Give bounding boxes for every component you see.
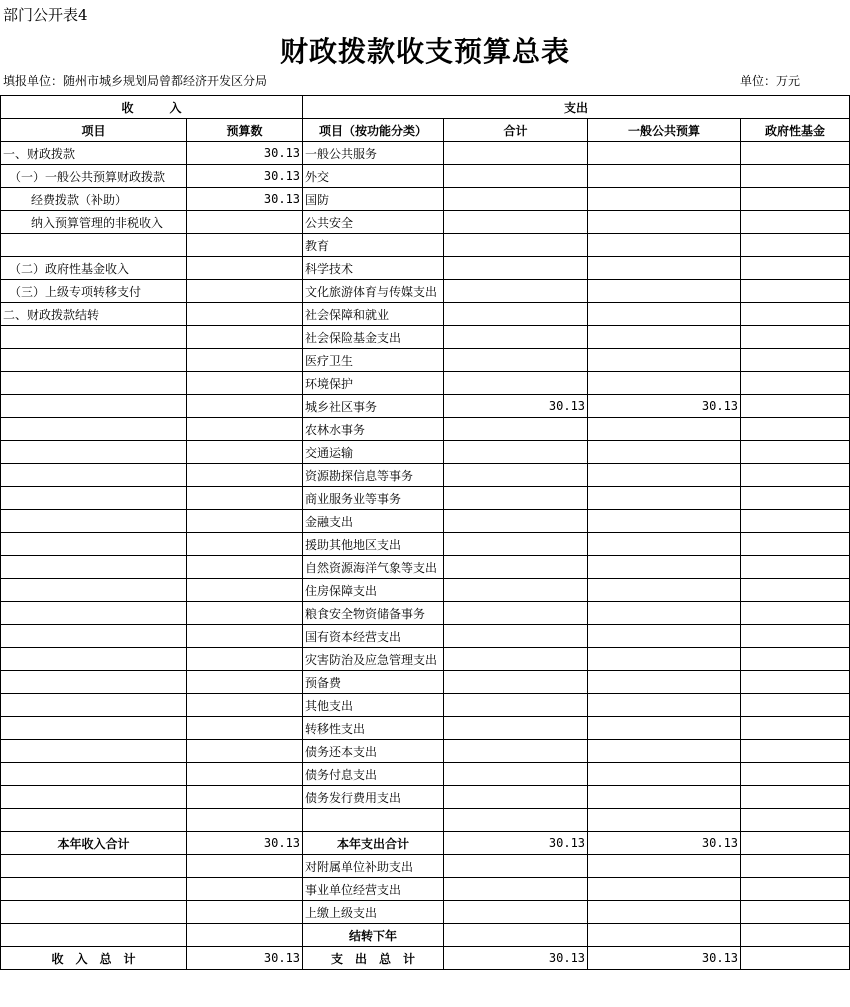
expense-total-cell: [444, 809, 588, 832]
income-item-cell: [1, 464, 187, 487]
table-row: [1, 280, 850, 303]
expense-total-cell: [444, 464, 588, 487]
year-expense-total-value: 30.13: [444, 832, 588, 855]
expense-item-cell: 医疗卫生: [303, 349, 444, 372]
expense-item-cell: 对附属单位补助支出: [303, 855, 444, 878]
table-row: [1, 763, 850, 786]
expense-general-cell: [588, 786, 741, 809]
expense-total-cell: [444, 694, 588, 717]
expense-fund-cell: [741, 625, 850, 648]
expense-general-cell: [588, 533, 741, 556]
expense-fund-cell: [741, 441, 850, 464]
income-item-cell: [1, 855, 187, 878]
income-value-cell: [187, 395, 303, 418]
expense-fund-cell: [741, 464, 850, 487]
income-value-cell: [187, 280, 303, 303]
expense-fund-cell: [741, 395, 850, 418]
expense-item-cell: 国有资本经营支出: [303, 625, 444, 648]
grand-expense-general-value: 30.13: [588, 947, 741, 970]
expense-general-cell: [588, 763, 741, 786]
expense-item-cell: 国防: [303, 188, 444, 211]
income-item-cell: [1, 740, 187, 763]
income-value-cell: [187, 234, 303, 257]
table-row: [1, 303, 850, 326]
expense-total-cell: [444, 487, 588, 510]
expense-total-cell: [444, 717, 588, 740]
expense-fund-cell: [741, 234, 850, 257]
expense-item-cell: 科学技术: [303, 257, 444, 280]
expense-fund-cell: [741, 165, 850, 188]
expense-item-cell: 事业单位经营支出: [303, 878, 444, 901]
year-expense-total-label: 本年支出合计: [303, 832, 444, 855]
expense-total-cell: [444, 763, 588, 786]
expense-header: 支出: [303, 96, 850, 119]
expense-item-cell: 商业服务业等事务: [303, 487, 444, 510]
income-item-cell: [1, 786, 187, 809]
header-row-top: [1, 96, 850, 119]
expense-total-cell: [444, 372, 588, 395]
expense-fund-cell: [741, 763, 850, 786]
expense-total-cell: [444, 142, 588, 165]
col-expense-item: 项目（按功能分类）: [303, 119, 444, 142]
year-income-total-value: 30.13: [187, 832, 303, 855]
expense-item-cell: 公共安全: [303, 211, 444, 234]
expense-general-cell: [588, 510, 741, 533]
expense-total-cell: [444, 740, 588, 763]
income-value-cell: [187, 418, 303, 441]
table-row: [1, 165, 850, 188]
expense-fund-cell: [741, 694, 850, 717]
expense-fund-cell: [741, 372, 850, 395]
income-item-cell: [1, 487, 187, 510]
income-value-cell: [187, 901, 303, 924]
col-total: 合计: [444, 119, 588, 142]
table-row: [1, 395, 850, 418]
expense-total-cell: [444, 418, 588, 441]
income-item-cell: [1, 418, 187, 441]
expense-item-cell: 援助其他地区支出: [303, 533, 444, 556]
table-row: [1, 648, 850, 671]
expense-general-cell: [588, 257, 741, 280]
header-row-columns: [1, 119, 850, 142]
expense-item-cell: 一般公共服务: [303, 142, 444, 165]
table-row: [1, 326, 850, 349]
col-budget-amount: 预算数: [187, 119, 303, 142]
grand-expense-total-value: 30.13: [444, 947, 588, 970]
expense-item-cell: 资源勘探信息等事务: [303, 464, 444, 487]
expense-fund-cell: [741, 326, 850, 349]
grand-income-total-label: 收 入 总 计: [1, 947, 187, 970]
expense-item-cell: 环境保护: [303, 372, 444, 395]
income-item-cell: [1, 326, 187, 349]
income-item-cell: [1, 441, 187, 464]
expense-total-cell: [444, 510, 588, 533]
income-item-cell: [1, 671, 187, 694]
expense-total-cell: [444, 901, 588, 924]
expense-fund-cell: [741, 142, 850, 165]
expense-fund-cell: [741, 303, 850, 326]
expense-general-cell: [588, 901, 741, 924]
income-value-cell: [187, 671, 303, 694]
expense-general-cell: [588, 878, 741, 901]
col-general-public-budget: 一般公共预算: [588, 119, 741, 142]
table-row: [1, 533, 850, 556]
income-item-cell: [1, 901, 187, 924]
income-item-cell: [1, 602, 187, 625]
expense-item-cell: 上缴上级支出: [303, 901, 444, 924]
expense-general-cell: [588, 671, 741, 694]
expense-general-cell: [588, 165, 741, 188]
expense-general-cell: 30.13: [588, 395, 741, 418]
income-item-cell: 二、财政拨款结转: [1, 303, 187, 326]
income-item-cell: [1, 510, 187, 533]
income-value-cell: [187, 717, 303, 740]
expense-general-cell: [588, 441, 741, 464]
expense-general-cell: [588, 418, 741, 441]
table-row: [1, 694, 850, 717]
expense-general-cell: [588, 464, 741, 487]
expense-item-cell: 粮食安全物资储备事务: [303, 602, 444, 625]
expense-fund-cell: [741, 533, 850, 556]
table-row: [1, 855, 850, 878]
expense-general-cell: [588, 234, 741, 257]
expense-general-cell: [588, 855, 741, 878]
table-row: [1, 142, 850, 165]
expense-general-cell: [588, 740, 741, 763]
income-item-cell: 经费拨款（补助）: [1, 188, 187, 211]
income-value-cell: 30.13: [187, 142, 303, 165]
income-header: 收 入: [1, 96, 303, 119]
income-value-cell: [187, 809, 303, 832]
expense-total-cell: [444, 234, 588, 257]
expense-fund-cell: [741, 211, 850, 234]
income-value-cell: [187, 211, 303, 234]
grand-income-total-value: 30.13: [187, 947, 303, 970]
expense-general-cell: [588, 579, 741, 602]
expense-total-cell: [444, 326, 588, 349]
income-value-cell: [187, 257, 303, 280]
income-value-cell: [187, 694, 303, 717]
expense-fund-cell: [741, 717, 850, 740]
expense-total-cell: [444, 878, 588, 901]
income-item-cell: [1, 579, 187, 602]
expense-fund-cell: [741, 579, 850, 602]
table-row: [1, 464, 850, 487]
expense-total-cell: [444, 533, 588, 556]
carry-forward-label: 结转下年: [303, 924, 444, 947]
expense-item-cell: 住房保障支出: [303, 579, 444, 602]
table-row: [1, 487, 850, 510]
income-value-cell: [187, 533, 303, 556]
income-item-cell: [1, 648, 187, 671]
table-number-label: 部门公开表4: [3, 6, 88, 24]
table-row: [1, 786, 850, 809]
income-value-cell: [187, 855, 303, 878]
expense-item-cell: 交通运输: [303, 441, 444, 464]
expense-fund-cell: [741, 740, 850, 763]
expense-item-cell: [303, 809, 444, 832]
expense-fund-cell: [741, 602, 850, 625]
expense-fund-cell: [741, 924, 850, 947]
income-value-cell: [187, 487, 303, 510]
table-row: [1, 740, 850, 763]
expense-total-cell: [444, 602, 588, 625]
expense-item-cell: 自然资源海洋气象等支出: [303, 556, 444, 579]
expense-total-cell: [444, 855, 588, 878]
expense-fund-cell: [741, 188, 850, 211]
income-item-cell: [1, 395, 187, 418]
income-item-cell: 纳入预算管理的非税收入: [1, 211, 187, 234]
expense-item-cell: 债务发行费用支出: [303, 786, 444, 809]
expense-general-cell: [588, 280, 741, 303]
income-item-cell: [1, 533, 187, 556]
grand-expense-fund-value: [741, 947, 850, 970]
income-item-cell: [1, 372, 187, 395]
grand-total-row: [1, 947, 850, 970]
income-item-cell: [1, 809, 187, 832]
expense-general-cell: [588, 625, 741, 648]
income-value-cell: [187, 878, 303, 901]
year-expense-fund-value: [741, 832, 850, 855]
expense-item-cell: 外交: [303, 165, 444, 188]
expense-general-cell: [588, 556, 741, 579]
expense-fund-cell: [741, 418, 850, 441]
expense-item-cell: 农林水事务: [303, 418, 444, 441]
table-row: [1, 901, 850, 924]
income-item-cell: [1, 717, 187, 740]
table-row: [1, 418, 850, 441]
expense-total-cell: [444, 303, 588, 326]
table-row: [1, 556, 850, 579]
expense-fund-cell: [741, 901, 850, 924]
expense-fund-cell: [741, 786, 850, 809]
expense-general-cell: [588, 142, 741, 165]
currency-unit: 单位：万元: [740, 74, 801, 88]
expense-total-cell: [444, 556, 588, 579]
income-item-cell: （三）上级专项转移支付: [1, 280, 187, 303]
expense-fund-cell: [741, 349, 850, 372]
expense-item-cell: 教育: [303, 234, 444, 257]
expense-item-cell: 灾害防治及应急管理支出: [303, 648, 444, 671]
year-total-row: [1, 832, 850, 855]
expense-item-cell: 其他支出: [303, 694, 444, 717]
expense-item-cell: 金融支出: [303, 510, 444, 533]
expense-item-cell: 社会保险基金支出: [303, 326, 444, 349]
year-income-total-label: 本年收入合计: [1, 832, 187, 855]
expense-total-cell: [444, 786, 588, 809]
expense-total-cell: [444, 188, 588, 211]
income-value-cell: [187, 372, 303, 395]
expense-general-cell: [588, 188, 741, 211]
table-row: [1, 234, 850, 257]
expense-fund-cell: [741, 648, 850, 671]
income-item-cell: [1, 234, 187, 257]
year-expense-general-value: 30.13: [588, 832, 741, 855]
expense-general-cell: [588, 602, 741, 625]
table-row: [1, 602, 850, 625]
table-row: [1, 349, 850, 372]
expense-general-cell: [588, 648, 741, 671]
table-row: [1, 257, 850, 280]
filling-unit: 填报单位：随州市城乡规划局曾都经济开发区分局: [3, 74, 268, 88]
expense-fund-cell: [741, 280, 850, 303]
expense-item-cell: 社会保障和就业: [303, 303, 444, 326]
expense-general-cell: [588, 487, 741, 510]
expense-general-cell: [588, 924, 741, 947]
budget-table: [0, 95, 850, 970]
income-item-cell: （二）政府性基金收入: [1, 257, 187, 280]
income-value-cell: [187, 464, 303, 487]
expense-item-cell: 债务还本支出: [303, 740, 444, 763]
expense-general-cell: [588, 717, 741, 740]
expense-general-cell: [588, 372, 741, 395]
table-row: [1, 211, 850, 234]
income-value-cell: [187, 303, 303, 326]
expense-fund-cell: [741, 809, 850, 832]
expense-total-cell: [444, 579, 588, 602]
expense-fund-cell: [741, 878, 850, 901]
expense-general-cell: [588, 694, 741, 717]
table-row: [1, 878, 850, 901]
expense-total-cell: [444, 165, 588, 188]
expense-fund-cell: [741, 556, 850, 579]
income-value-cell: [187, 602, 303, 625]
expense-fund-cell: [741, 510, 850, 533]
expense-total-cell: [444, 671, 588, 694]
table-row: [1, 579, 850, 602]
expense-total-cell: [444, 280, 588, 303]
income-item-cell: [1, 556, 187, 579]
table-row: [1, 441, 850, 464]
expense-fund-cell: [741, 487, 850, 510]
income-item-cell: [1, 878, 187, 901]
table-row: [1, 188, 850, 211]
expense-total-cell: [444, 257, 588, 280]
table-row: [1, 809, 850, 832]
grand-expense-total-label: 支 出 总 计: [303, 947, 444, 970]
income-item-cell: [1, 694, 187, 717]
expense-item-cell: 债务付息支出: [303, 763, 444, 786]
expense-general-cell: [588, 303, 741, 326]
expense-item-cell: 转移性支出: [303, 717, 444, 740]
income-value-cell: [187, 924, 303, 947]
income-item-cell: [1, 763, 187, 786]
income-value-cell: [187, 510, 303, 533]
income-value-cell: [187, 625, 303, 648]
expense-item-cell: 文化旅游体育与传媒支出: [303, 280, 444, 303]
expense-fund-cell: [741, 671, 850, 694]
expense-general-cell: [588, 349, 741, 372]
income-value-cell: [187, 648, 303, 671]
expense-fund-cell: [741, 257, 850, 280]
income-value-cell: [187, 579, 303, 602]
table-row: [1, 671, 850, 694]
expense-item-cell: 预备费: [303, 671, 444, 694]
expense-total-cell: [444, 924, 588, 947]
expense-general-cell: [588, 326, 741, 349]
expense-general-cell: [588, 809, 741, 832]
table-row: [1, 510, 850, 533]
table-row: [1, 625, 850, 648]
page-title: 财政拨款收支预算总表: [279, 35, 570, 68]
income-value-cell: [187, 326, 303, 349]
income-item-cell: 一、财政拨款: [1, 142, 187, 165]
col-income-item: 项目: [1, 119, 187, 142]
carry-forward-row: [1, 924, 850, 947]
expense-total-cell: [444, 349, 588, 372]
income-value-cell: 30.13: [187, 188, 303, 211]
col-government-fund: 政府性基金: [741, 119, 850, 142]
income-value-cell: 30.13: [187, 165, 303, 188]
expense-general-cell: [588, 211, 741, 234]
income-value-cell: [187, 441, 303, 464]
expense-total-cell: [444, 441, 588, 464]
income-value-cell: [187, 349, 303, 372]
income-item-cell: （一）一般公共预算财政拨款: [1, 165, 187, 188]
expense-fund-cell: [741, 855, 850, 878]
expense-total-cell: [444, 211, 588, 234]
income-item-cell: [1, 924, 187, 947]
income-item-cell: [1, 349, 187, 372]
expense-total-cell: [444, 648, 588, 671]
expense-item-cell: 城乡社区事务: [303, 395, 444, 418]
expense-total-cell: [444, 625, 588, 648]
income-value-cell: [187, 556, 303, 579]
table-row: [1, 372, 850, 395]
table-row: [1, 717, 850, 740]
expense-total-cell: 30.13: [444, 395, 588, 418]
income-item-cell: [1, 625, 187, 648]
income-value-cell: [187, 786, 303, 809]
income-value-cell: [187, 740, 303, 763]
income-value-cell: [187, 763, 303, 786]
